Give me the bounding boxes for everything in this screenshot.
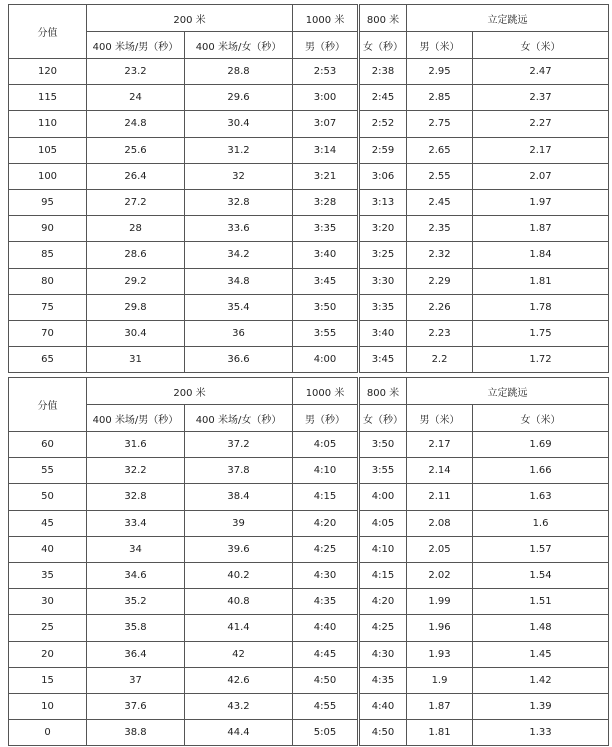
cell-1000m-male: 3:35 [293,216,359,242]
cell-jump-female: 2.27 [473,111,609,137]
cell-jump-female: 2.47 [473,59,609,85]
table-row [9,111,609,137]
table-row [9,59,609,85]
cell-score: 85 [9,242,87,268]
cell-jump-female: 1.69 [473,432,609,458]
header-1000m: 1000 米 [293,378,359,405]
cell-800m-female: 4:30 [359,641,407,667]
cell-jump-male: 1.87 [407,693,473,719]
table-row [9,510,609,536]
table-row [9,268,609,294]
header-row-group [9,5,609,32]
cell-jump-female: 1.51 [473,589,609,615]
cell-score: 115 [9,85,87,111]
cell-1000m-male: 3:21 [293,163,359,189]
cell-score: 110 [9,111,87,137]
cell-jump-male: 2.05 [407,536,473,562]
cell-score: 80 [9,268,87,294]
cell-800m-female: 3:20 [359,216,407,242]
cell-score: 15 [9,667,87,693]
cell-1000m-male: 3:40 [293,242,359,268]
cell-jump-female: 1.54 [473,562,609,588]
cell-800m-female: 4:50 [359,720,407,746]
cell-score: 105 [9,137,87,163]
cell-200m-female: 40.2 [185,562,293,588]
cell-800m-female: 3:40 [359,320,407,346]
cell-jump-male: 2.14 [407,458,473,484]
cell-jump-male: 1.9 [407,667,473,693]
cell-jump-female: 1.57 [473,536,609,562]
cell-200m-female: 44.4 [185,720,293,746]
table-row [9,484,609,510]
cell-200m-female: 32 [185,163,293,189]
cell-score: 120 [9,59,87,85]
header-row-sub [9,405,609,432]
cell-200m-female: 30.4 [185,111,293,137]
header-score: 分值 [9,5,87,59]
header-1000m-male: 男（秒） [293,32,359,59]
table-row [9,216,609,242]
cell-1000m-male: 5:05 [293,720,359,746]
cell-800m-female: 3:13 [359,189,407,215]
cell-jump-male: 1.81 [407,720,473,746]
cell-jump-female: 1.63 [473,484,609,510]
cell-jump-male: 2.85 [407,85,473,111]
table-row [9,320,609,346]
cell-1000m-male: 4:15 [293,484,359,510]
cell-jump-female: 1.75 [473,320,609,346]
header-1000m-male: 男（秒） [293,405,359,432]
cell-jump-female: 1.39 [473,693,609,719]
cell-jump-male: 2.55 [407,163,473,189]
cell-jump-female: 1.97 [473,189,609,215]
cell-200m-male: 24 [87,85,185,111]
cell-200m-male: 32.8 [87,484,185,510]
header-800m: 800 米 [359,5,407,32]
cell-1000m-male: 3:07 [293,111,359,137]
cell-200m-male: 31 [87,347,185,373]
cell-200m-male: 31.6 [87,432,185,458]
header-standing-jump: 立定跳远 [407,5,609,32]
cell-score: 35 [9,562,87,588]
header-jump-female: 女（米） [473,405,609,432]
cell-800m-female: 4:05 [359,510,407,536]
cell-score: 50 [9,484,87,510]
table-row [9,242,609,268]
cell-200m-male: 33.4 [87,510,185,536]
cell-200m-female: 42 [185,641,293,667]
cell-jump-male: 2.32 [407,242,473,268]
table-row [9,693,609,719]
cell-200m-female: 35.4 [185,294,293,320]
cell-jump-male: 2.2 [407,347,473,373]
cell-jump-female: 1.72 [473,347,609,373]
header-row-group [9,378,609,405]
header-800m-female: 女（秒） [359,32,407,59]
cell-jump-male: 2.26 [407,294,473,320]
cell-1000m-male: 4:25 [293,536,359,562]
cell-200m-female: 28.8 [185,59,293,85]
cell-1000m-male: 3:55 [293,320,359,346]
cell-200m-female: 37.2 [185,432,293,458]
cell-800m-female: 2:52 [359,111,407,137]
cell-200m-female: 39.6 [185,536,293,562]
cell-jump-male: 1.99 [407,589,473,615]
cell-score: 90 [9,216,87,242]
cell-1000m-male: 4:10 [293,458,359,484]
cell-score: 10 [9,693,87,719]
cell-200m-male: 37.6 [87,693,185,719]
cell-200m-male: 26.4 [87,163,185,189]
cell-200m-male: 29.8 [87,294,185,320]
score-table-lower [8,377,609,746]
cell-jump-female: 2.07 [473,163,609,189]
cell-1000m-male: 4:45 [293,641,359,667]
table-row [9,667,609,693]
header-jump-female: 女（米） [473,32,609,59]
header-200m: 200 米 [87,5,293,32]
cell-1000m-male: 4:35 [293,589,359,615]
cell-200m-female: 36.6 [185,347,293,373]
header-standing-jump: 立定跳远 [407,378,609,405]
cell-200m-female: 36 [185,320,293,346]
table-row [9,294,609,320]
cell-800m-female: 4:25 [359,615,407,641]
cell-jump-male: 2.29 [407,268,473,294]
cell-score: 45 [9,510,87,536]
cell-1000m-male: 3:28 [293,189,359,215]
cell-1000m-male: 4:40 [293,615,359,641]
cell-jump-female: 1.6 [473,510,609,536]
score-table-upper-body [9,59,609,373]
cell-800m-female: 4:00 [359,484,407,510]
cell-200m-female: 33.6 [185,216,293,242]
cell-200m-male: 28.6 [87,242,185,268]
cell-jump-female: 2.17 [473,137,609,163]
cell-200m-female: 31.2 [185,137,293,163]
cell-1000m-male: 4:55 [293,693,359,719]
cell-800m-female: 3:30 [359,268,407,294]
cell-200m-male: 24.8 [87,111,185,137]
cell-jump-male: 1.93 [407,641,473,667]
cell-jump-female: 1.81 [473,268,609,294]
cell-800m-female: 2:59 [359,137,407,163]
cell-800m-female: 3:06 [359,163,407,189]
cell-200m-male: 32.2 [87,458,185,484]
cell-200m-male: 30.4 [87,320,185,346]
score-table-upper [8,4,609,373]
table-row [9,432,609,458]
cell-1000m-male: 4:05 [293,432,359,458]
cell-jump-female: 1.48 [473,615,609,641]
cell-1000m-male: 3:14 [293,137,359,163]
cell-200m-female: 42.6 [185,667,293,693]
cell-800m-female: 3:35 [359,294,407,320]
cell-jump-male: 2.23 [407,320,473,346]
cell-200m-male: 34.6 [87,562,185,588]
cell-800m-female: 4:10 [359,536,407,562]
header-200m-female: 400 米场/女（秒） [185,405,293,432]
table-row [9,137,609,163]
cell-jump-female: 1.84 [473,242,609,268]
cell-jump-female: 1.45 [473,641,609,667]
table-row [9,641,609,667]
cell-score: 20 [9,641,87,667]
cell-800m-female: 2:45 [359,85,407,111]
table-row [9,615,609,641]
cell-score: 30 [9,589,87,615]
header-1000m: 1000 米 [293,5,359,32]
cell-1000m-male: 3:50 [293,294,359,320]
cell-200m-male: 37 [87,667,185,693]
cell-jump-female: 1.33 [473,720,609,746]
header-200m-male: 400 米场/男（秒） [87,32,185,59]
cell-800m-female: 3:50 [359,432,407,458]
score-table-lower-body [9,432,609,746]
table-row [9,189,609,215]
cell-200m-female: 32.8 [185,189,293,215]
header-jump-male: 男（米） [407,32,473,59]
cell-1000m-male: 3:00 [293,85,359,111]
table-row [9,720,609,746]
cell-200m-male: 36.4 [87,641,185,667]
cell-800m-female: 2:38 [359,59,407,85]
header-800m: 800 米 [359,378,407,405]
header-800m-female: 女（秒） [359,405,407,432]
header-jump-male: 男（米） [407,405,473,432]
cell-200m-female: 40.8 [185,589,293,615]
cell-jump-male: 1.96 [407,615,473,641]
header-score: 分值 [9,378,87,432]
header-row-sub [9,32,609,59]
cell-200m-male: 28 [87,216,185,242]
header-200m: 200 米 [87,378,293,405]
cell-score: 55 [9,458,87,484]
cell-800m-female: 3:55 [359,458,407,484]
cell-1000m-male: 4:20 [293,510,359,536]
cell-score: 95 [9,189,87,215]
cell-score: 25 [9,615,87,641]
cell-200m-male: 25.6 [87,137,185,163]
cell-800m-female: 4:20 [359,589,407,615]
cell-200m-female: 41.4 [185,615,293,641]
table-row [9,458,609,484]
cell-200m-male: 27.2 [87,189,185,215]
cell-800m-female: 4:35 [359,667,407,693]
cell-jump-female: 1.66 [473,458,609,484]
cell-200m-female: 38.4 [185,484,293,510]
cell-score: 100 [9,163,87,189]
cell-1000m-male: 4:00 [293,347,359,373]
cell-jump-male: 2.35 [407,216,473,242]
cell-jump-male: 2.95 [407,59,473,85]
cell-jump-female: 1.42 [473,667,609,693]
table-row [9,562,609,588]
cell-200m-male: 35.8 [87,615,185,641]
cell-jump-male: 2.17 [407,432,473,458]
cell-jump-male: 2.11 [407,484,473,510]
cell-jump-male: 2.75 [407,111,473,137]
cell-1000m-male: 4:30 [293,562,359,588]
cell-200m-male: 34 [87,536,185,562]
cell-800m-female: 3:25 [359,242,407,268]
table-row [9,589,609,615]
cell-jump-male: 2.02 [407,562,473,588]
cell-jump-female: 2.37 [473,85,609,111]
cell-800m-female: 4:15 [359,562,407,588]
cell-200m-female: 37.8 [185,458,293,484]
cell-jump-male: 2.65 [407,137,473,163]
cell-jump-female: 1.87 [473,216,609,242]
cell-score: 75 [9,294,87,320]
cell-jump-male: 2.08 [407,510,473,536]
cell-800m-female: 3:45 [359,347,407,373]
table-row [9,163,609,189]
cell-score: 65 [9,347,87,373]
cell-1000m-male: 3:45 [293,268,359,294]
cell-score: 60 [9,432,87,458]
cell-200m-female: 29.6 [185,85,293,111]
cell-score: 70 [9,320,87,346]
cell-jump-male: 2.45 [407,189,473,215]
cell-1000m-male: 2:53 [293,59,359,85]
cell-800m-female: 4:40 [359,693,407,719]
cell-jump-female: 1.78 [473,294,609,320]
cell-200m-male: 23.2 [87,59,185,85]
cell-1000m-male: 4:50 [293,667,359,693]
cell-200m-female: 34.2 [185,242,293,268]
header-200m-male: 400 米场/男（秒） [87,405,185,432]
cell-200m-female: 34.8 [185,268,293,294]
cell-score: 40 [9,536,87,562]
cell-200m-male: 35.2 [87,589,185,615]
table-row [9,536,609,562]
cell-200m-female: 43.2 [185,693,293,719]
cell-200m-male: 38.8 [87,720,185,746]
cell-200m-male: 29.2 [87,268,185,294]
cell-score: 0 [9,720,87,746]
table-row [9,347,609,373]
table-row [9,85,609,111]
header-200m-female: 400 米场/女（秒） [185,32,293,59]
cell-200m-female: 39 [185,510,293,536]
